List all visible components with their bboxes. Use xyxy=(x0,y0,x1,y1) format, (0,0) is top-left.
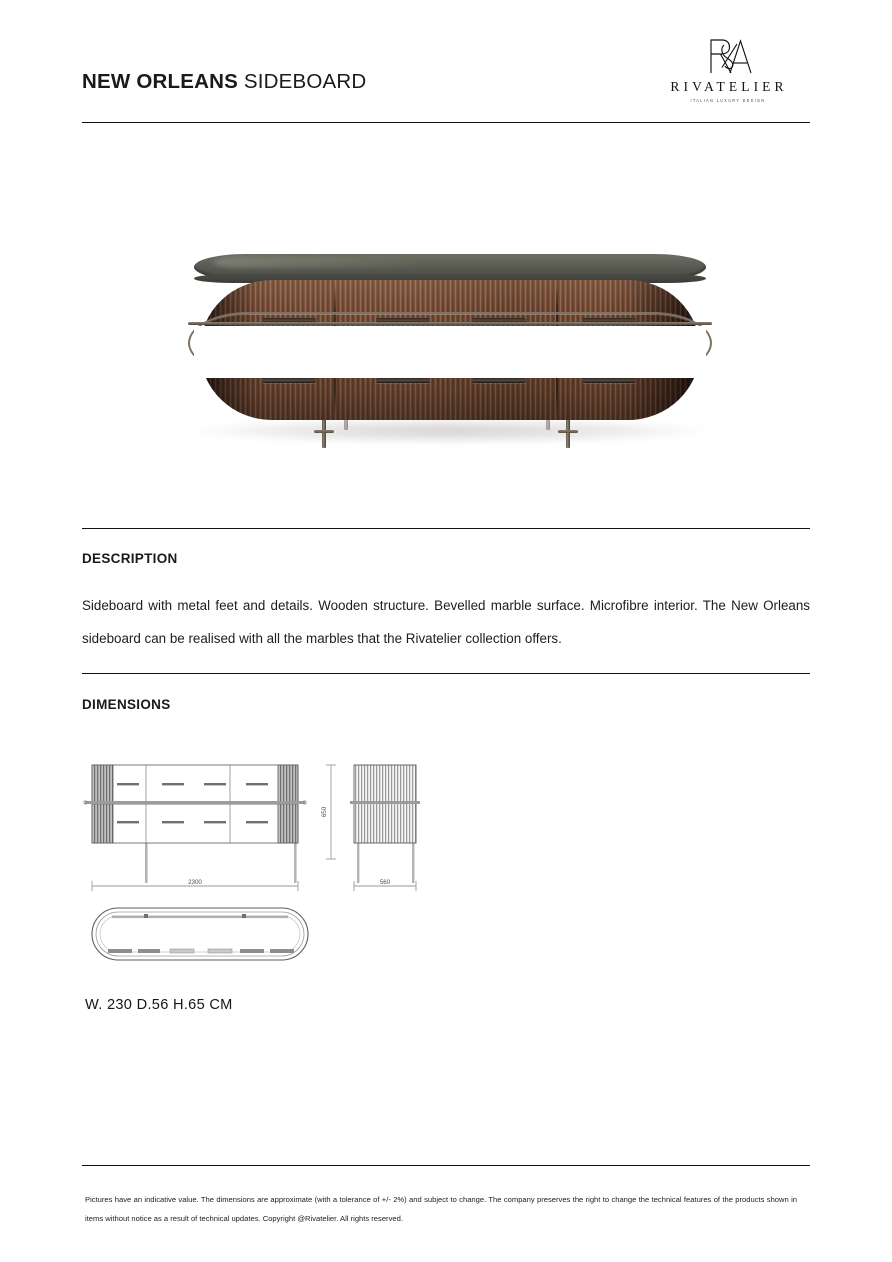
dimensions-heading: DIMENSIONS xyxy=(82,697,171,712)
logo-wordmark: RIVATELIER xyxy=(670,79,788,94)
page-title-model: NEW ORLEANS xyxy=(82,70,238,93)
drawer-handle-7 xyxy=(472,378,526,383)
description-divider xyxy=(82,528,810,529)
leg-cross-right xyxy=(558,430,578,433)
drawer-handle-8 xyxy=(582,378,636,383)
metal-rail-mask xyxy=(194,326,706,378)
side-width-dimension-label: 560 xyxy=(379,879,391,886)
drawer-handle-6 xyxy=(376,378,430,383)
plan-view-drawing xyxy=(92,908,308,960)
product-photo xyxy=(82,150,810,510)
description-text: Sideboard with metal feet and details. Wooden structure. Bevelled marble surface. Microfibre interior. The New Orleans sideboard can be realised with all the marbles that the Rivatelier collection offers. xyxy=(82,598,810,646)
height-dimension xyxy=(321,765,336,859)
front-elevation-drawing xyxy=(84,765,306,891)
front-width-dimension-label: 2300 xyxy=(188,879,202,886)
footer-divider xyxy=(82,1165,810,1166)
page-header xyxy=(82,34,810,112)
dimensions-caption: W. 230 D.56 H.65 CM xyxy=(85,997,233,1013)
product-photo-stage xyxy=(82,150,810,510)
leg-cross-left xyxy=(314,430,334,433)
description-heading: DESCRIPTION xyxy=(82,551,178,566)
drawer-handle-5 xyxy=(262,378,316,383)
brand-logo xyxy=(662,34,792,114)
logo-tagline: ITALIAN LUXURY DESIGN xyxy=(690,98,766,104)
header-divider xyxy=(82,122,810,123)
metal-rail-bar xyxy=(188,322,712,325)
logo-monogram-icon xyxy=(662,34,792,78)
side-elevation-drawing xyxy=(350,765,420,891)
page-title-category: SIDEBOARD xyxy=(237,70,367,93)
sideboard-render xyxy=(194,254,706,446)
technical-drawings xyxy=(82,745,810,975)
height-dimension-label: 650 xyxy=(321,806,328,818)
footer-disclaimer: Pictures have an indicative value. The dimensions are approximate (with a tolerance of +/- 2%) and subject to change. The company preserves the right to change the technical features of the products shown in items without notice as a result of technical updates. Copyright @Rivatelier. All rights reserved. xyxy=(85,1195,797,1223)
page-title xyxy=(82,70,366,94)
dimensions-divider xyxy=(82,673,810,674)
